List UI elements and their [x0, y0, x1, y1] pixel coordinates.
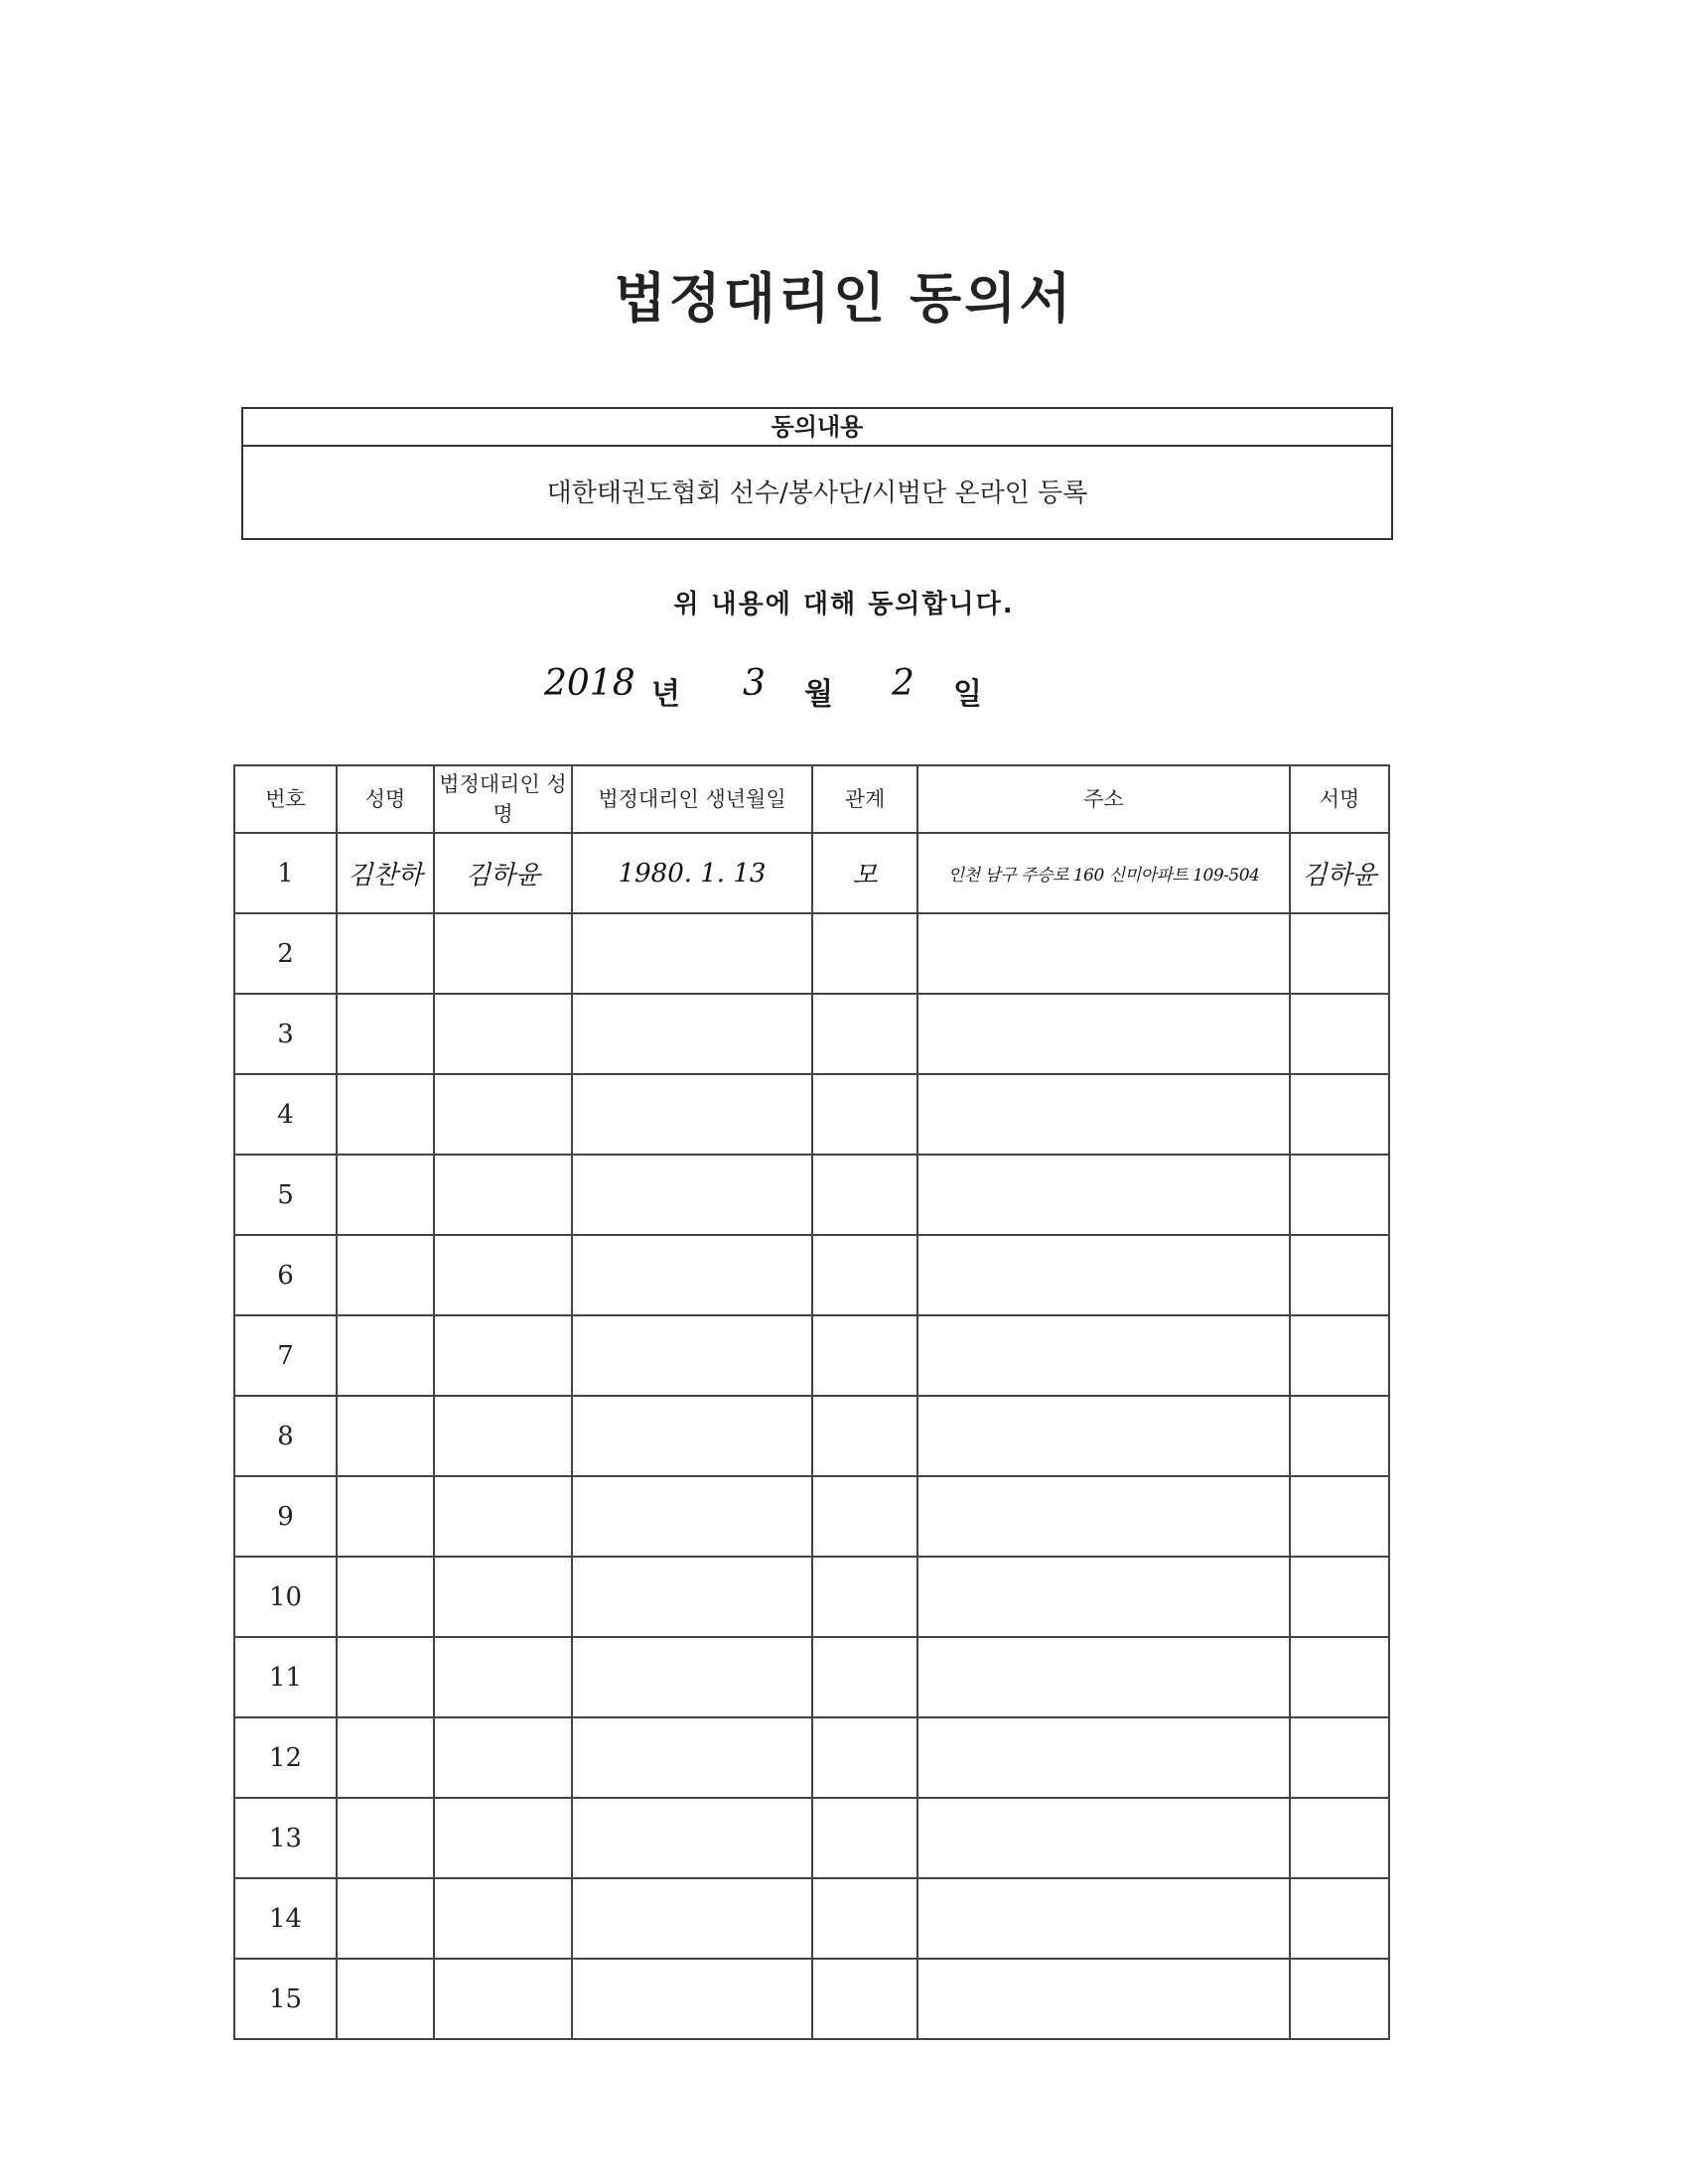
cell-guardian-birthdate: [572, 994, 812, 1074]
cell-address: [917, 913, 1290, 994]
cell-guardian-birthdate: [572, 1074, 812, 1155]
header-number: 번호: [234, 765, 337, 833]
table-row: [234, 1959, 1389, 2039]
date-month-unit: 월: [804, 677, 833, 712]
consent-content-body: 대한태권도협회 선수/봉사단/시범단 온라인 등록: [546, 478, 1088, 508]
cell-guardian-birthdate: [572, 913, 812, 994]
cell-address: [917, 1396, 1290, 1476]
cell-guardian-name: [434, 913, 572, 994]
table-row: [234, 1717, 1389, 1798]
row-number: 5: [234, 1155, 337, 1235]
table-row: [234, 833, 1389, 913]
cell-guardian-birthdate: 1980. 1. 13: [572, 833, 812, 913]
header-relation: 관계: [812, 765, 917, 833]
cell-relation: [812, 1396, 917, 1476]
row-number: 10: [234, 1557, 337, 1637]
cell-guardian-birthdate: [572, 1717, 812, 1798]
cell-name: [337, 1557, 434, 1637]
row-number: 9: [234, 1476, 337, 1557]
cell-name: [337, 1476, 434, 1557]
cell-relation: [812, 1637, 917, 1717]
cell-address: [917, 994, 1290, 1074]
cell-guardian-birthdate: [572, 1557, 812, 1637]
row-number: 6: [234, 1235, 337, 1315]
table-row: [234, 1476, 1389, 1557]
cell-relation: [812, 994, 917, 1074]
agreement-statement: 위 내용에 대해 동의합니다.: [673, 590, 1015, 619]
cell-guardian-name: [434, 1235, 572, 1315]
table-row: [234, 1557, 1389, 1637]
cell-guardian-birthdate: [572, 1637, 812, 1717]
cell-signature: [1290, 1557, 1389, 1637]
row-number: 2: [234, 913, 337, 994]
cell-address: [917, 1878, 1290, 1959]
cell-relation: [812, 1717, 917, 1798]
cell-guardian-name: [434, 1476, 572, 1557]
table-row: [234, 1798, 1389, 1878]
cell-guardian-birthdate: [572, 1959, 812, 2039]
table-row: [234, 994, 1389, 1074]
cell-guardian-birthdate: [572, 1878, 812, 1959]
cell-signature: [1290, 1074, 1389, 1155]
cell-relation: [812, 1476, 917, 1557]
cell-guardian-name: [434, 1717, 572, 1798]
cell-name: [337, 913, 434, 994]
cell-name: [337, 1235, 434, 1315]
cell-name: [337, 1637, 434, 1717]
date-day-handwritten: 2: [892, 663, 914, 704]
cell-signature: [1290, 913, 1389, 994]
row-number: 4: [234, 1074, 337, 1155]
cell-name: [337, 994, 434, 1074]
table-row: [234, 1878, 1389, 1959]
cell-address: [917, 1315, 1290, 1396]
cell-signature: [1290, 1396, 1389, 1476]
cell-signature: [1290, 1155, 1389, 1235]
table-row: [234, 1074, 1389, 1155]
cell-guardian-name: [434, 1557, 572, 1637]
cell-name: [337, 1878, 434, 1959]
cell-address: [917, 1557, 1290, 1637]
cell-guardian-name: [434, 1155, 572, 1235]
consent-content-header: 동의내용: [243, 409, 1391, 447]
table-row: [234, 1235, 1389, 1315]
row-number: 13: [234, 1798, 337, 1878]
cell-name: [337, 1798, 434, 1878]
date-year-handwritten: 2018: [544, 663, 635, 704]
cell-guardian-name: [434, 1315, 572, 1396]
cell-guardian-name: [434, 1074, 572, 1155]
document-title: 법정대리인 동의서: [614, 267, 1074, 330]
cell-guardian-birthdate: [572, 1235, 812, 1315]
cell-relation: [812, 913, 917, 994]
cell-signature: 김하윤: [1290, 833, 1389, 913]
cell-guardian-name: [434, 1878, 572, 1959]
row-number: 15: [234, 1959, 337, 2039]
row-number: 1: [234, 833, 337, 913]
table-row: [234, 913, 1389, 994]
cell-address: [917, 1155, 1290, 1235]
header-signature: 서명: [1290, 765, 1389, 833]
cell-relation: 모: [812, 833, 917, 913]
cell-relation: [812, 1557, 917, 1637]
cell-address: [917, 1637, 1290, 1717]
cell-name: [337, 1959, 434, 2039]
cell-signature: [1290, 1878, 1389, 1959]
cell-address: 인천 남구 주승로 160 신미아파트 109-504: [917, 833, 1290, 913]
row-number: 7: [234, 1315, 337, 1396]
cell-guardian-birthdate: [572, 1155, 812, 1235]
cell-signature: [1290, 1717, 1389, 1798]
header-guardian-name: 법정대리인 성명: [434, 765, 572, 833]
cell-relation: [812, 1155, 917, 1235]
cell-guardian-name: [434, 1396, 572, 1476]
cell-signature: [1290, 1637, 1389, 1717]
cell-address: [917, 1235, 1290, 1315]
header-guardian-birthdate: 법정대리인 생년월일: [572, 765, 812, 833]
cell-guardian-name: [434, 1959, 572, 2039]
cell-address: [917, 1074, 1290, 1155]
cell-name: 김찬하: [337, 833, 434, 913]
row-number: 8: [234, 1396, 337, 1476]
cell-guardian-name: [434, 994, 572, 1074]
cell-name: [337, 1074, 434, 1155]
date-year-unit: 년: [651, 677, 680, 712]
table-row: [234, 1315, 1389, 1396]
cell-relation: [812, 1315, 917, 1396]
table-row: [234, 1155, 1389, 1235]
date-day-unit: 일: [953, 677, 982, 712]
cell-signature: [1290, 994, 1389, 1074]
cell-relation: [812, 1798, 917, 1878]
table-row: [234, 1396, 1389, 1476]
cell-guardian-birthdate: [572, 1396, 812, 1476]
cell-address: [917, 1476, 1290, 1557]
row-number: 12: [234, 1717, 337, 1798]
cell-relation: [812, 1959, 917, 2039]
cell-relation: [812, 1235, 917, 1315]
cell-relation: [812, 1878, 917, 1959]
row-number: 3: [234, 994, 337, 1074]
guardian-consent-table: [233, 764, 1390, 2040]
table-row: [234, 1637, 1389, 1717]
cell-guardian-birthdate: [572, 1315, 812, 1396]
date-month-handwritten: 3: [743, 663, 766, 704]
cell-name: [337, 1717, 434, 1798]
row-number: 11: [234, 1637, 337, 1717]
cell-signature: [1290, 1959, 1389, 2039]
table-header-row: [234, 765, 1389, 833]
cell-relation: [812, 1074, 917, 1155]
cell-signature: [1290, 1315, 1389, 1396]
header-address: 주소: [917, 765, 1290, 833]
consent-content-box: [241, 407, 1393, 540]
row-number: 14: [234, 1878, 337, 1959]
cell-address: [917, 1959, 1290, 2039]
cell-name: [337, 1155, 434, 1235]
cell-address: [917, 1798, 1290, 1878]
cell-signature: [1290, 1476, 1389, 1557]
cell-guardian-name: 김하윤: [434, 833, 572, 913]
cell-guardian-name: [434, 1798, 572, 1878]
cell-address: [917, 1717, 1290, 1798]
cell-signature: [1290, 1798, 1389, 1878]
cell-guardian-birthdate: [572, 1798, 812, 1878]
cell-name: [337, 1396, 434, 1476]
cell-signature: [1290, 1235, 1389, 1315]
header-name: 성명: [337, 765, 434, 833]
cell-guardian-name: [434, 1637, 572, 1717]
cell-guardian-birthdate: [572, 1476, 812, 1557]
cell-name: [337, 1315, 434, 1396]
